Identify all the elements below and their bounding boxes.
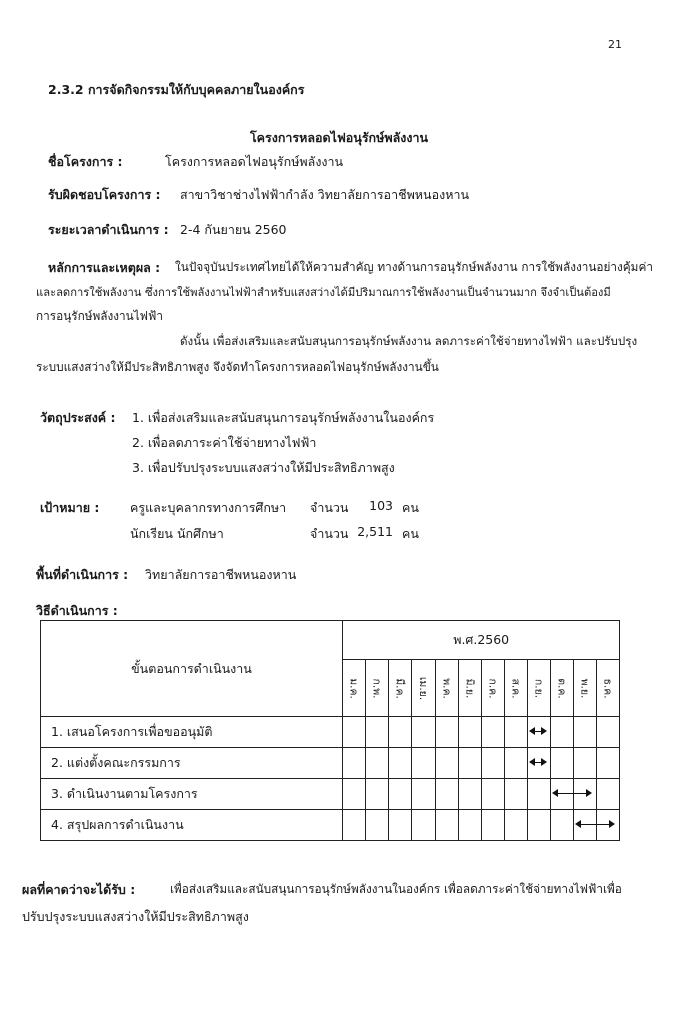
month-header [436,660,459,717]
month-header [343,660,366,717]
month-cell [412,717,436,748]
month-header [412,660,436,717]
month-cell [551,748,574,779]
step-label: 1. เสนอโครงการเพื่อขออนุมัติ [41,717,343,748]
rationale-line: ในปัจจุบันประเทศไทยได้ให้ความสำคัญ ทางด้านการอนุรักษ์พลังงาน การใช้พลังงานอย่างคุ้มค่า [175,260,653,274]
month-cell [389,779,412,810]
month-cell [459,748,482,779]
target-group: ครูและบุคลากรทางการศึกษา [130,500,287,515]
timeline-arrow [531,731,545,732]
responsible-label: รับผิดชอบโครงการ : [48,187,161,202]
month-cell [551,810,574,841]
targets-label: เป้าหมาย : [40,500,100,515]
expected-label: ผลที่คาดว่าจะได้รับ : [22,882,136,897]
month-cell [505,779,528,810]
table-row [41,748,620,779]
target-count: 2,511 [357,524,393,539]
month-cell [482,717,505,748]
month-cell [366,717,389,748]
rationale-line: ดังนั้น เพื่อส่งเสริมและสนับสนุนการอนุรักษ์พลังงาน ลดภาระค่าใช้จ่ายทางไฟฟ้า และปรับปรุง [180,334,638,348]
month-cell [574,779,597,810]
month-cell [343,810,366,841]
month-label: พ.ย. [578,678,591,698]
objective-item: 2. เพื่อลดภาระค่าใช้จ่ายทางไฟฟ้า [132,435,317,450]
month-header [366,660,389,717]
timeline-arrow [531,762,545,763]
month-cell [436,810,459,841]
month-cell [343,779,366,810]
responsible-value: สาขาวิชาช่างไฟฟ้ากำลัง วิทยาลัยการอาชีพหนองหาน [180,187,470,202]
month-cell [597,717,620,748]
rationale-line: และลดการใช้พลังงาน ซึ่งการใช้พลังงานไฟฟ้าสำหรับแสงสว่างได้มีปริมาณการใช้พลังงานเป็นจำนวนมาก จึงจำเป็นต้องมี [36,286,611,299]
month-cell [551,779,574,810]
month-cell [343,717,366,748]
month-cell [459,779,482,810]
month-cell [343,748,366,779]
month-label: ก.ค. [486,677,499,699]
month-cell [389,810,412,841]
month-cell [389,717,412,748]
duration-label: ระยะเวลาดำเนินการ : [48,222,169,237]
month-header [551,660,574,717]
duration-value: 2-4 กันยายน 2560 [180,222,287,237]
month-cell [551,717,574,748]
target-unit: คน [402,500,419,515]
target-count: 103 [369,498,393,513]
month-cell [366,748,389,779]
target-count-word: จำนวน [310,500,349,515]
table-row [41,717,620,748]
month-cell [366,779,389,810]
month-label: ต.ค. [555,677,568,699]
method-label: วิธีดำเนินการ : [36,603,118,618]
rationale-label: หลักการและเหตุผล : [48,260,161,275]
area-value: วิทยาลัยการอาชีพหนองหาน [145,567,297,582]
month-label: พ.ค. [440,677,453,699]
month-cell [436,717,459,748]
month-cell [597,779,620,810]
month-header [482,660,505,717]
month-label: ส.ค. [509,677,522,699]
objectives-label: วัตถุประสงค์ : [40,410,116,425]
month-cell [412,779,436,810]
year-header: พ.ศ.2560 [343,621,620,660]
month-cell [597,748,620,779]
month-cell [389,748,412,779]
month-cell [412,810,436,841]
target-count-word: จำนวน [310,526,349,541]
month-header [574,660,597,717]
month-label: ก.พ. [370,678,383,698]
month-cell [366,810,389,841]
rationale-line: การอนุรักษ์พลังงานไฟฟ้า [36,309,163,323]
month-header [528,660,551,717]
project-name-label: ชื่อโครงการ : [48,154,123,169]
month-cell [528,717,551,748]
step-label: 4. สรุปผลการดำเนินงาน [41,810,343,841]
month-cell [436,779,459,810]
month-header [505,660,528,717]
month-cell [505,748,528,779]
month-label: เม.ย. [417,676,430,700]
month-header [389,660,412,717]
rationale-line: ระบบแสงสว่างให้มีประสิทธิภาพสูง จึงจัดทำโครงการหลอดไฟอนุรักษ์พลังงานขึ้น [36,360,439,374]
month-cell [528,748,551,779]
target-unit: คน [402,526,419,541]
month-label: ม.ค. [347,677,360,699]
month-cell [482,779,505,810]
schedule-table [40,620,620,841]
expected-line: ปรับปรุงระบบแสงสว่างให้มีประสิทธิภาพสูง [22,909,249,924]
month-cell [574,810,597,841]
steps-header: ขั้นตอนการดำเนินงาน [41,621,343,717]
month-cell [459,717,482,748]
page-number: 21 [608,38,622,51]
project-title: โครงการหลอดไฟอนุรักษ์พลังงาน [249,130,429,145]
project-name-value: โครงการหลอดไฟอนุรักษ์พลังงาน [165,154,344,169]
month-label: มี.ค. [393,677,406,699]
expected-line: เพื่อส่งเสริมและสนับสนุนการอนุรักษ์พลังงานในองค์กร เพื่อลดภาระค่าใช้จ่ายทางไฟฟ้าเพื่อ [170,882,622,896]
month-cell [482,748,505,779]
month-cell [505,810,528,841]
month-cell [505,717,528,748]
month-label: มิ.ย. [463,678,476,698]
month-cell [412,748,436,779]
step-label: 2. แต่งตั้งคณะกรรมการ [41,748,343,779]
month-cell [528,810,551,841]
step-label: 3. ดำเนินงานตามโครงการ [41,779,343,810]
month-header [459,660,482,717]
month-header [597,660,620,717]
month-cell [528,779,551,810]
month-label: ธ.ค. [601,677,614,699]
month-cell [459,810,482,841]
table-row [41,810,620,841]
objective-item: 3. เพื่อปรับปรุงระบบแสงสว่างให้มีประสิทธิภาพสูง [132,460,395,475]
month-cell [436,748,459,779]
month-cell [574,717,597,748]
month-cell [574,748,597,779]
objective-item: 1. เพื่อส่งเสริมและสนับสนุนการอนุรักษ์พลังงานในองค์กร [132,410,435,425]
target-group: นักเรียน นักศึกษา [130,526,224,541]
month-cell [597,810,620,841]
section-heading: 2.3.2 การจัดกิจกรรมให้กับบุคคลภายในองค์กร [48,82,305,97]
area-label: พื้นที่ดำเนินการ : [36,567,129,582]
month-label: ก.ย. [532,678,545,698]
month-cell [482,810,505,841]
table-row [41,779,620,810]
